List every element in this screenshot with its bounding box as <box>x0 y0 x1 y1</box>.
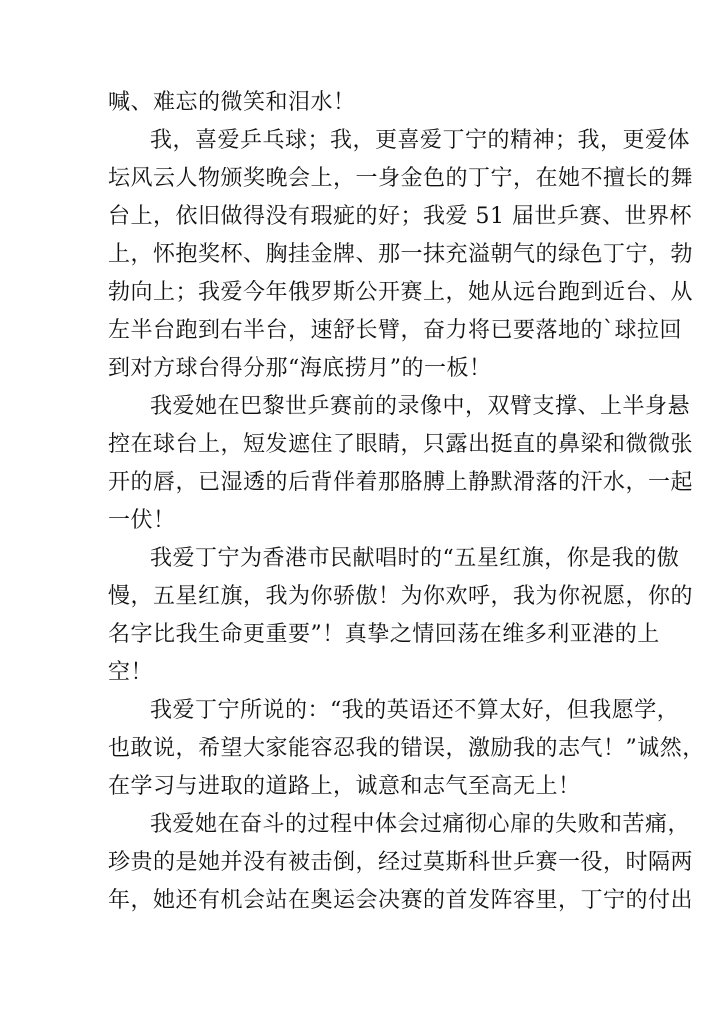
text-line: 珍贵的是她并没有被击倒，经过莫斯科世乒赛一役，时隔两 <box>108 850 694 875</box>
text-line: 左半台跑到右半台，速舒长臂，奋力将已要落地的`球拉回 <box>108 318 683 343</box>
text-line: 上，怀抱奖杯、胸挂金牌、那一抹充溢朝气的绿色丁宁，勃 <box>108 242 694 267</box>
text-line: 我爱她在奋斗的过程中体会过痛彻心扉的失败和苦痛， <box>150 812 691 837</box>
text-line: 台上，依旧做得没有瑕疵的好；我爱 51 届世乒赛、世界杯 <box>108 204 692 229</box>
text-line: 在学习与进取的道路上，诚意和志气至高无上！ <box>108 774 581 799</box>
text-line: 到对方球台得分那“海底捞月”的一板！ <box>108 356 492 381</box>
text-line: 我，喜爱乒乓球；我，更喜爱丁宁的精神；我，更爱体 <box>150 128 691 153</box>
text-line: 空！ <box>108 660 154 685</box>
text-line: 我爱丁宁为香港市民献唱时的“五星红旗，你是我的傲 <box>150 546 680 571</box>
text-line: 慢，五星红旗，我为你骄傲！为你欢呼，我为你祝愿，你的 <box>108 584 694 609</box>
text-line: 一伏！ <box>108 508 176 533</box>
text-line: 我爱她在巴黎世乒赛前的录像中，双臂支撑、上半身悬 <box>150 394 691 419</box>
text-line: 开的唇，已湿透的后背伴着那胳膊上静默滑落的汗水，一起 <box>108 470 694 495</box>
text-line: 坛风云人物颁奖晚会上，一身金色的丁宁，在她不擅长的舞 <box>108 166 694 191</box>
text-line: 年，她还有机会站在奥运会决赛的首发阵容里，丁宁的付出 <box>108 888 694 913</box>
text-line: 我爱丁宁所说的：“我的英语还不算太好，但我愿学， <box>150 698 680 723</box>
text-line: 控在球台上，短发遮住了眼睛，只露出挺直的鼻梁和微微张 <box>108 432 694 457</box>
text-line: 也敢说，希望大家能容忍我的错误，激励我的志气！”诚然， <box>108 736 705 761</box>
text-line: 名字比我生命更重要”！真挚之情回荡在维多利亚港的上 <box>108 622 660 647</box>
text-line: 勃向上；我爱今年俄罗斯公开赛上，她从远台跑到近台、从 <box>108 280 694 305</box>
body-text <box>108 84 705 920</box>
text-line: 喊、难忘的微笑和泪水！ <box>108 90 356 115</box>
